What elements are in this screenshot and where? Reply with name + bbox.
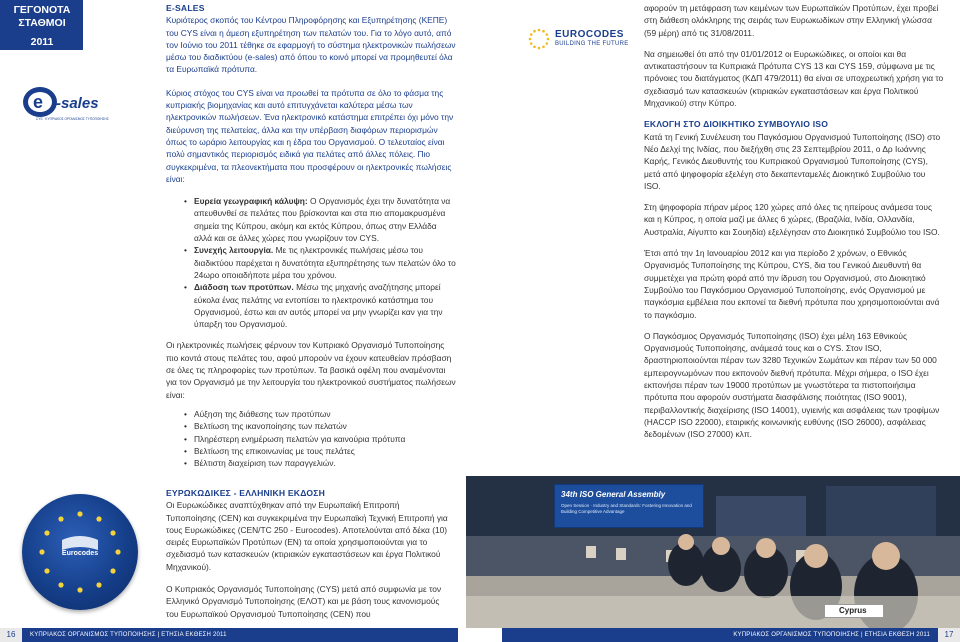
section-title-line: ΓΕΓΟΝΟΤΑ xyxy=(13,4,71,16)
list-item xyxy=(184,195,456,244)
eurocodes-emblem-label: Eurocodes xyxy=(61,550,99,557)
esales-section xyxy=(166,2,456,478)
assembly-scene xyxy=(466,476,960,628)
footer-right-text: ΚΥΠΡΙΑΚΟΣ ΟΡΓΑΝΙΣΜΟΣ ΤΥΠΟΠΟΙΗΣΗΣ | ΕΤΗΣΙΑ ΕΚΘΕΣΗ 2011 xyxy=(733,632,930,638)
page-number-right: 17 xyxy=(938,628,960,642)
list-item: • Αύξηση της διάθεσης των προτύπων xyxy=(184,408,456,420)
list-item xyxy=(184,281,456,330)
left-sidebar xyxy=(0,0,158,628)
eurocodes-continuation: αφορούν τη μετάφραση των κειμένων των Ευρωπαϊκών Προτύπων, έχει προβεί στη διάθεση ολόκληρης της σειράς των Ευρωκωδίκων στην Ελληνική γλώσσα (59 μέρη) από τις 31/08/2011. xyxy=(644,3,939,38)
eurocodes-logo-title: EUROCODES xyxy=(555,29,624,40)
eurocodes-mandatory-note: Να σημειωθεί ότι από την 01/01/2012 οι Ευρωκώδικες, οι οποίοι και θα αντικαταστήσουν τα Κυπριακά Πρότυπα CYS 13 και CYS 159, σύμφωνα με τις πρόνοιες του διατάγματος (ΚΔΠ 479/2011) θα είναι σε υποχρεωτική χρήση για το σχεδιασμό των κατασκευών (κτιριακών εγκαταστάσεων και έργα Πολιτικού Μηχανικού) στην Κύπρο. xyxy=(644,48,944,109)
list-item: • Πληρέστερη ενημέρωση πελατών για καινούρια πρότυπα xyxy=(184,433,456,445)
section-title-line: 2011 xyxy=(30,36,54,48)
eu-stars-icon xyxy=(527,27,551,51)
advantage-lead: Διάδοση των προτύπων. xyxy=(194,282,294,293)
eurocodes-p1: Οι Ευρωκώδικες αναπτύχθηκαν από την Ευρωπαϊκή Επιτροπή Τυποποίησης (CEN) και συγκεκριμένα την Ευρωπαϊκή Τεχνική Επιτροπή για τους Ευρωκώδικες (CEN/TC 250 - Eurocodes). Αποτελούνται από δέκα (10) σειρές Ευρωπαϊκών Προτύπων (EN) τα οποία χρησιμοποιούνται για το σχεδιασμό των κατασκευών (κτιριακών εγκαταστάσεων και έργα Πολιτικού Μηχανικού). xyxy=(166,500,448,572)
eurocodes-emblem xyxy=(22,494,138,610)
esales-intro: Κυριότερος σκοπός του Κέντρου Πληροφόρησης και Εξυπηρέτησης (ΚΕΠΕ) του CYS είναι η άμεση εξυπηρέτηση των πελατών του. Για το λόγο αυτό, από τον Ιούνιο του 2011 τέθηκε σε εφαρμογή το σύστημα ηλεκτρονικών πωλήσεων μέσω του διαδικτύου (e-sales) από όπου το κοινό μπορεί να προμηθευτεί όλα τα Ευρωπαϊκά πρότυπα. xyxy=(166,15,456,75)
eurocodes-p2: Ο Κυπριακός Οργανισμός Τυποποίησης (CYS) μετά από συμφωνία με τον Ελληνικό Οργανισμό Τυποποίησης (ΕΛΟΤ) και με βάση τους κανονισμούς του Ευρωπαϊκού Οργανισμού Τυποποίησης (CEN) που xyxy=(166,584,442,619)
section-title xyxy=(6,4,78,49)
advantage-text: Μέσω της μηχανής αναζήτησης μπορεί εύκολα ένας πελάτης να εντοπίσει το ηλεκτρονικό κατάστημα του Οργανισμού, έστω και αν αυτός μπορεί να μην γνωρίζει καν για την ύπαρξη του Οργανισμού. xyxy=(194,282,443,330)
esales-logo xyxy=(20,82,132,122)
svg-text:CYS · ΚΥΠΡΙΑΚΟΣ ΟΡΓΑΝΙΣΜΟΣ ΤΥΠ: CYS · ΚΥΠΡΙΑΚΟΣ ΟΡΓΑΝΙΣΜΟΣ ΤΥΠΟΠΟΙΗΣΗΣ xyxy=(36,117,109,121)
eurocodes-logo xyxy=(527,26,637,52)
assembly-banner xyxy=(554,484,704,528)
section-band xyxy=(0,0,83,50)
assembly-photo xyxy=(466,476,960,628)
banner-title: 34th ISO General Assembly xyxy=(561,490,666,499)
iso-term: Έτσι από την 1η Ιανουαρίου 2012 και για περίοδο 2 χρόνων, ο Εθνικός Οργανισμός Τυποποίησης της Κύπρου, CYS, δια του Γενικού Διευθυντή θα συμμετέχει για πρώτη φορά από την ίδρυση του Οργανισμού, στο Διοικητικό Συμβούλιο του Παγκόσμιου Οργανισμού Τυποποίησης, ενός Οργανισμού με παγκόσμια εμβέλεια που εκπονεί τα διεθνή πρότυπα που χρησιμοποιούνται ανά το παγκόσμιο. xyxy=(644,248,940,320)
advantage-lead: Συνεχής λειτουργία. xyxy=(194,245,274,256)
iso-vote: Στη ψηφοφορία πήραν μέρος 120 χώρες από όλες τις ηπείρους ανάμεσα τους και η Κύπρος, η οποία μαζί με άλλες 6 χώρες, (Βραζιλία, Ινδία, Ολλανδία, Αυστραλία, Αίγυπτο και Σουηδία) εξελέγησαν στο Διοικητικό Συμβούλιο του ISO. xyxy=(644,202,940,237)
esales-benefits-intro: Οι ηλεκτρονικές πωλήσεις φέρνουν τον Κυπριακό Οργανισμό Τυποποίησης πιο κοντά στους πελάτες του, αφού μπορούν να έχουν κατευθείαν πρόσβαση σε όλες τις πληροφορίες των προτύπων. Τα βασικά οφέλη που αναμένονται για τον Οργανισμό με την λειτουργία του ηλεκτρονικού συστήματος πωλήσεων είναι: xyxy=(166,340,456,400)
iso-election: Κατά τη Γενική Συνέλευση του Παγκόσμιου Οργανισμού Τυποποίησης (ISO) στο Νέο Δελχί της Ινδίας, που διεξήχθη στις 23 Σεπτεμβρίου 2011, ο Δρ Ιωάννης Καρής, Γενικός Διευθυντής του Κυπριακού Οργανισμού Τυποποίησης (CYS), μετά από ψηφοφορία εξελέγη στο δεκαπενταμελές Διοικητικό Συμβούλιο του ISO. xyxy=(644,131,941,191)
footer-right xyxy=(502,628,960,642)
esales-heading: E-SALES xyxy=(166,3,205,13)
footer-left-text: ΚΥΠΡΙΑΚΟΣ ΟΡΓΑΝΙΣΜΟΣ ΤΥΠΟΠΟΙΗΣΗΣ | ΕΤΗΣΙΑ ΕΚΘΕΣΗ 2011 xyxy=(30,632,227,638)
iso-facts: Ο Παγκόσμιος Οργανισμός Τυποποίησης (ISO) έχει μέλη 163 Εθνικούς Οργανισμούς Τυποποίησης, ανάμεσά τους και ο CYS. Στον ISO, δραστηριοποιούνται πέραν των 3280 Τεχνικών Σωμάτων και πέραν των 50 000 εμπειρογνωμόνων που εκπονούν διεθνή πρότυπα. Μέχρι σήμερα, ο ISO έχει εκπονήσει πέραν των 19000 προτύπων με γνωστότερα τα πιστοποιήσιμα πρότυπα που αφορούν συστήματα διασφάλισης ποιότητας (ISO 9001), περιβαλλοντικής διαχείρισης (ISO 14001), υγιεινής και ασφάλειας των τροφίμων (HACCP ISO 22000), εταιρικής κοινωνικής ευθύνης (ISO 26000), ασφάλειας δεδομένων (ISO 27000) κλπ. xyxy=(644,330,940,440)
esales-goal: Κύριος στόχος του CYS είναι να προωθεί τα πρότυπα σε όλο το φάσμα της κυπριακής βιομηχανίας και αυτό επιτυγχάνεται καλύτερα μέσω των ηλεκτρονικών πωλήσεων. Ένα ηλεκτρονικό κατάστημα επιτρέπει όχι μόνο την διεύρυνση της πελατείας, άλλα και την υπέρβαση διαφόρων περιορισμών όπως το ωράριο λειτουργίας και η έδρα του Οργανισμού. Ο τελευταίος είναι πολύ σημαντικός περιορισμός ειδικά για πελάτες από άλλες πόλεις. Πιο συγκεκριμένα, τα πλεονεκτήματα που προσφέρουν οι ηλεκτρονικές πωλήσεις είναι: xyxy=(166,87,454,184)
advantage-text: Με τις ηλεκτρονικές πωλήσεις μέσω του διαδικτύου παρέχεται η δυνατότητα εξυπηρέτησης των πελατών όλο το 24ωρο οποιαδήποτε μέρα του χρόνου. xyxy=(194,245,456,280)
eurocodes-heading: ΕΥΡΩΚΩΔΙΚΕΣ - ΕΛΛΗΝΙΚΗ ΕΚΔΟΣΗ xyxy=(166,488,326,498)
banner-subtitle: Open Session · Industry and Standards: Fostering Innovation and Building Competitive Advantage xyxy=(561,503,692,514)
section-title-line: ΣΤΑΘΜΟΙ xyxy=(18,17,66,29)
page-number-left: 16 xyxy=(0,628,22,642)
list-item: • Βελτίωση της ικανοποίησης των πελατών xyxy=(184,420,456,432)
list-item xyxy=(184,244,456,281)
svg-text:-sales: -sales xyxy=(56,95,99,112)
list-item: • Βελτίωση της επικοινωνίας με τους πελάτες xyxy=(184,445,456,457)
advantage-text: Ο Οργανισμός έχει την δυνατότητα να απευθυνθεί σε πελάτες που βρίσκονται και στα πιο απομακρυσμένα σημεία της Κύπρου, ακόμη και εκτός Κύπρου, όπως στην Ελλάδα αλλά και σε άλλες χώρες που γνωρίζουν τον CYS. xyxy=(194,196,451,244)
list-item: • Βέλτιστη διαχείριση των παραγγελιών. xyxy=(184,457,456,469)
right-column xyxy=(644,2,944,448)
eurocodes-logo-tagline: BUILDING THE FUTURE xyxy=(555,41,629,47)
iso-heading: ΕΚΛΟΓΗ ΣΤΟ ΔΙΟΙΚΗΤΙΚΟ ΣΥΜΒΟΥΛΙΟ ISO xyxy=(644,119,829,130)
advantages-list xyxy=(184,195,456,330)
nameplate-text: Cyprus xyxy=(839,606,867,615)
benefits-list xyxy=(184,408,456,469)
footer-left xyxy=(0,628,458,642)
cyprus-nameplate xyxy=(824,604,884,618)
svg-text:e: e xyxy=(33,92,44,112)
eurocodes-section xyxy=(166,487,448,627)
advantage-lead: Ευρεία γεωγραφική κάλυψη: xyxy=(194,196,308,207)
